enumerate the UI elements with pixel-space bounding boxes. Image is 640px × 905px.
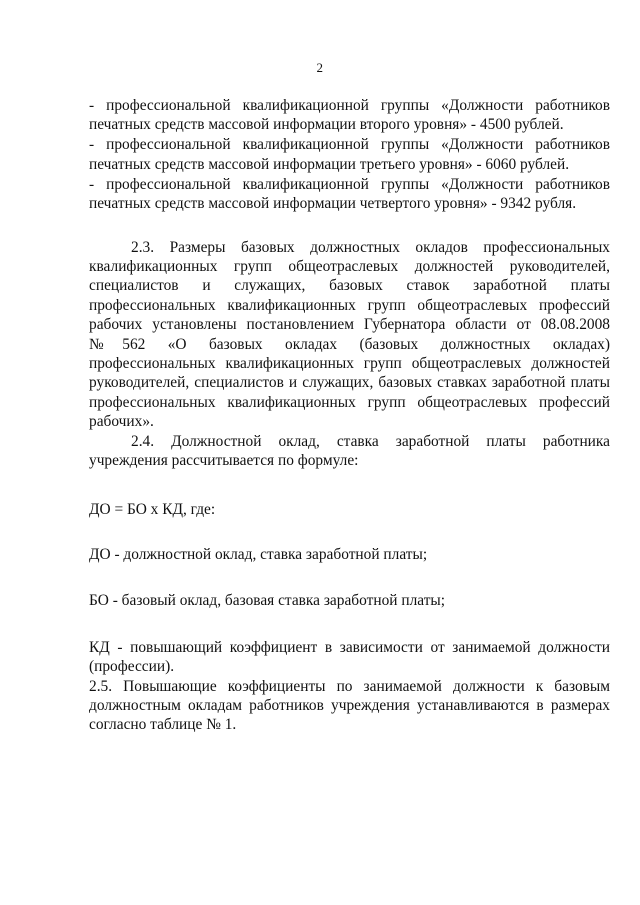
paragraph-2-3: 2.3. Размеры базовых должностных окладов профессиональных квалификационных групп общеотраслевых должностей руководителей, специалистов и служащих, базовых ставок заработной платы профессиональных квалификационных групп общеотраслевых профессий рабочих установлены постановлением Губернатора области от 08.08.2008 №562 «О базовых окладах (базовых должностных окладах) профессиональных квалификационных групп общеотраслевых должностей руководителей, специалистов и служащих, базовых ставках заработной платы профессиональных квалификационных групп общеотраслевых профессий рабочих». (89, 238, 610, 431)
salary-formula: ДО = БО х КД, где: (89, 500, 216, 518)
paragraph-2-5: 2.5. Повышающие коэффициенты по занимаемой должности к базовым должностным окладам работников учреждения устанавливаются в размерах согласно таблице № 1. (89, 677, 610, 734)
definition-bo: БО - базовый оклад, базовая ставка заработной платы; (89, 592, 446, 610)
list-item-qualification-group-3: - профессиональной квалификационной группы «Должности работников печатных средств массовой информации третьего уровня» - 6060 рублей. (89, 136, 610, 173)
definition-do: ДО - должностной оклад, ставка заработной платы; (89, 545, 428, 563)
document-body (89, 96, 610, 735)
list-item-qualification-group-4: - профессиональной квалификационной группы «Должности работников печатных средств массовой информации четвертого уровня» - 9342 рубля. (89, 175, 610, 213)
page-number: 2 (316, 60, 324, 75)
paragraph-2-4: 2.4. Должностной оклад, ставка заработной платы работника учреждения рассчитывается по формуле: (89, 432, 610, 470)
definition-kd: КД - повышающий коэффициент в зависимости от занимаемой должности (профессии). (89, 638, 610, 676)
list-item-qualification-group-2: - профессиональной квалификационной группы «Должности работников печатных средств массовой информации второго уровня» - 4500 рублей. (89, 97, 610, 134)
